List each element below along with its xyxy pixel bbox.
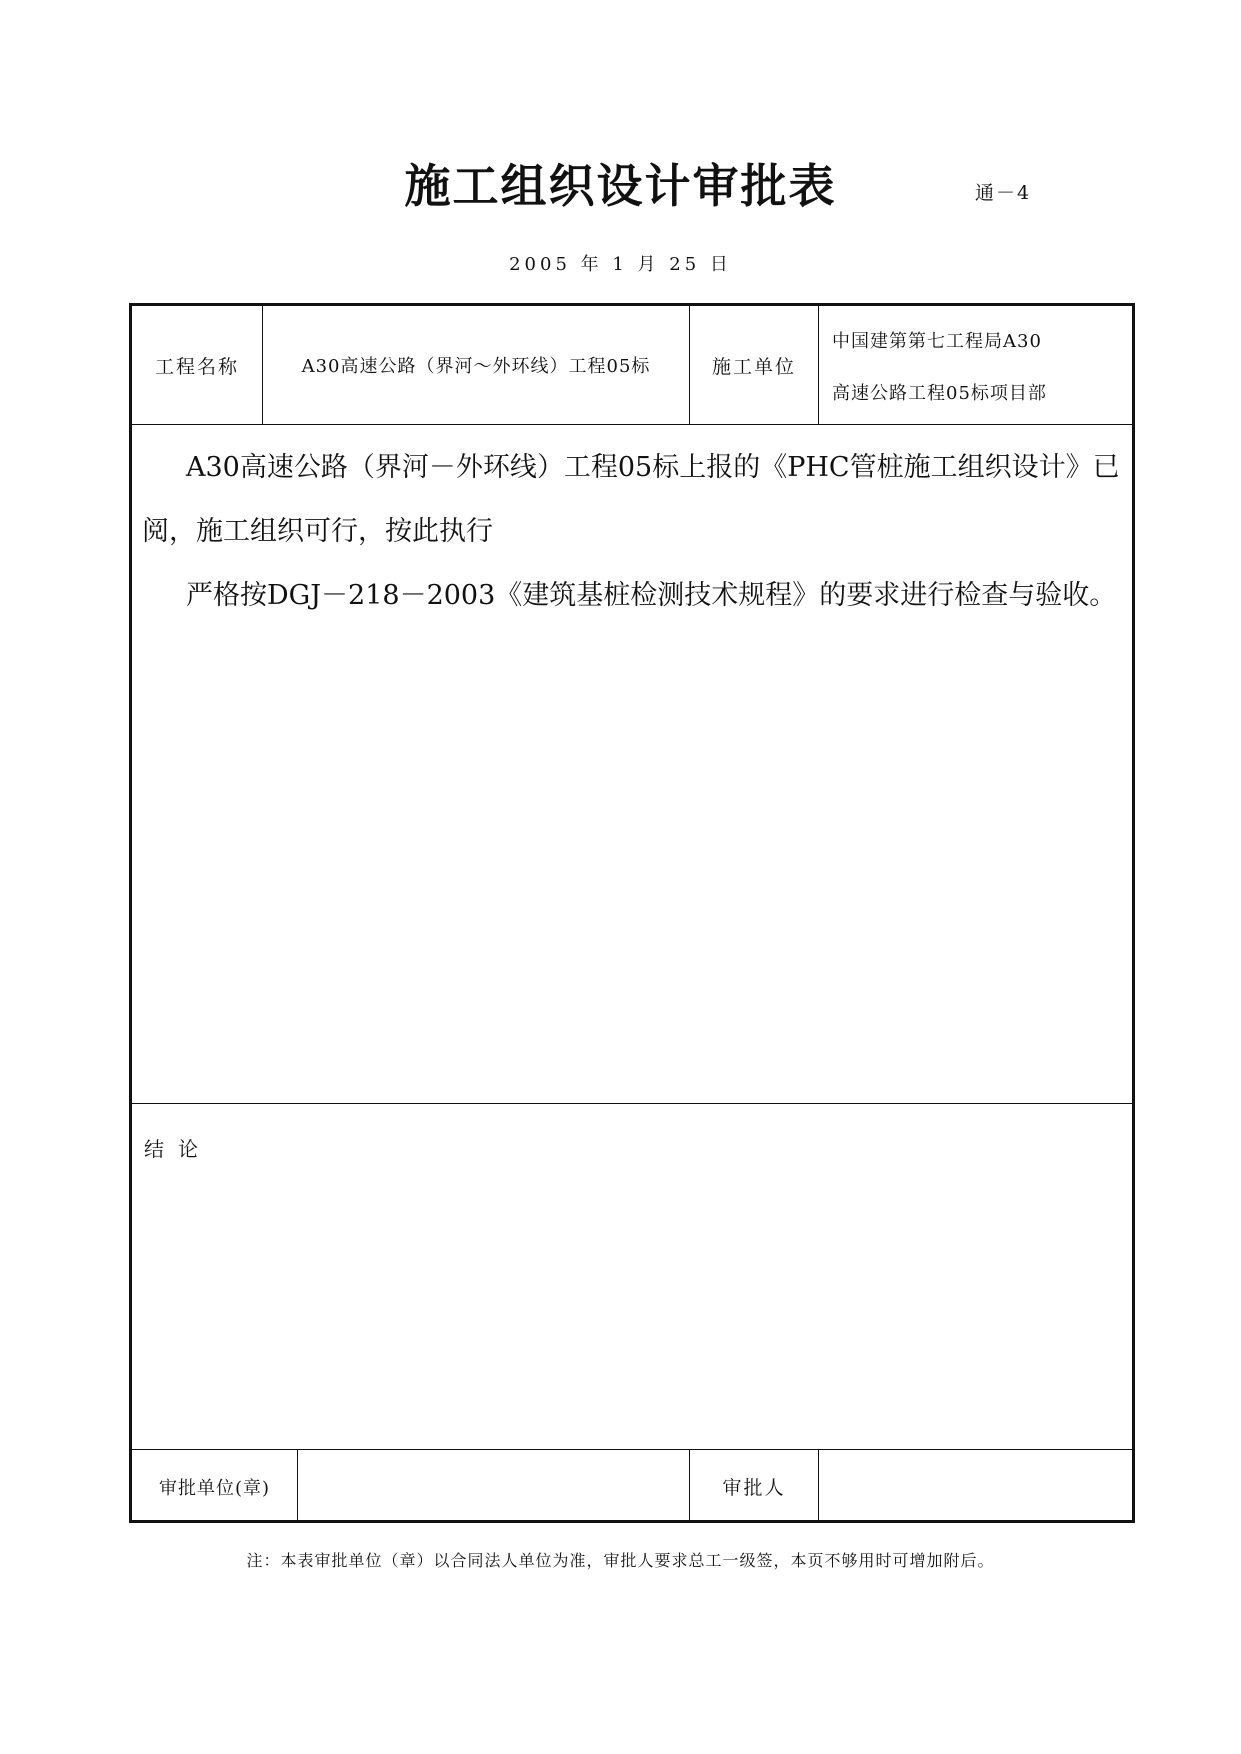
constructor-line-2: 高速公路工程05标项目部 (832, 383, 1047, 404)
opinion-paragraph-2: 严格按DGJ－218－2003《建筑基桩检测技术规程》的要求进行检查与验收。 (186, 580, 1117, 611)
approver-label: 审批人 (722, 1477, 786, 1499)
header-col-divider-3 (818, 306, 819, 424)
constructor-value (832, 316, 1132, 420)
project-name-value: A30高速公路（界河～外环线）工程05标 (301, 356, 651, 377)
approval-unit-field[interactable] (298, 1450, 689, 1523)
form-date: 2005 年 1 月 25 日 (509, 254, 732, 275)
opinion-paragraph-1: A30高速公路（界河－外环线）工程05标上报的《PHC管桩施工组织设计》已阅，施工组织可行，按此执行 (142, 452, 1120, 547)
approver-field[interactable] (819, 1450, 1132, 1523)
conclusion-label: 结论 (144, 1137, 212, 1161)
form-code: 通－4 (975, 182, 1032, 204)
header-row-divider (132, 424, 1132, 425)
form-title: 施工组织设计审批表 (404, 159, 837, 213)
project-name-label: 工程名称 (154, 355, 239, 378)
constructor-line-1: 中国建第第七工程局A30 (832, 331, 1042, 352)
footnote: 注：本表审批单位（章）以合同法人单位为准，审批人要求总工一级签，本页不够用时可增加附后。 (246, 1551, 995, 1570)
conclusion-divider (132, 1103, 1132, 1104)
constructor-label: 施工单位 (711, 355, 796, 378)
review-opinion (142, 436, 1132, 628)
approval-unit-label: 审批单位(章) (158, 1477, 271, 1499)
approval-table (129, 303, 1135, 1523)
